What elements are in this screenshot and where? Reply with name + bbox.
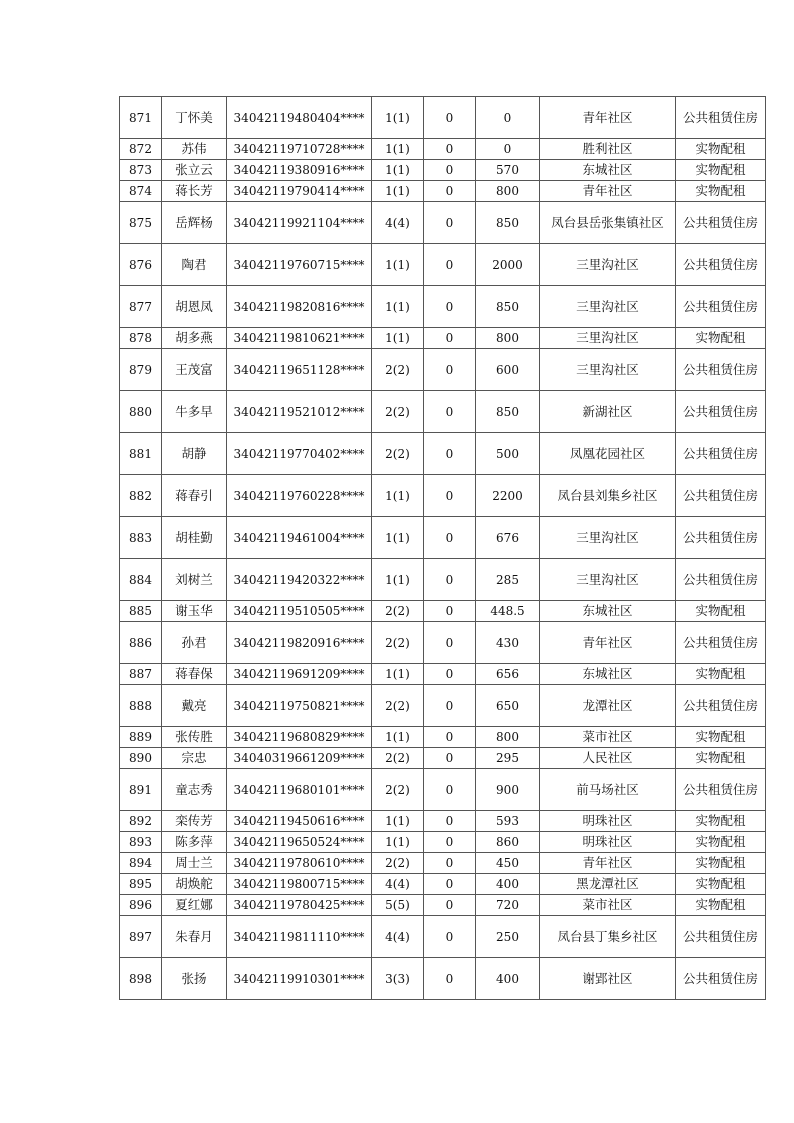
cell-id-number: 34042119790414**** [227, 181, 372, 202]
cell-column-6: 656 [476, 664, 540, 685]
cell-number: 877 [120, 286, 162, 328]
cell-number: 885 [120, 601, 162, 622]
table-row [120, 811, 766, 832]
cell-name: 周士兰 [162, 853, 227, 874]
cell-number: 873 [120, 160, 162, 181]
cell-community: 三里沟社区 [540, 559, 676, 601]
cell-column-6: 0 [476, 139, 540, 160]
cell-id-number: 34042119770402**** [227, 433, 372, 475]
cell-name: 牛多早 [162, 391, 227, 433]
cell-family-size: 1(1) [372, 811, 424, 832]
cell-id-number: 34042119820916**** [227, 622, 372, 664]
cell-id-number: 34042119710728**** [227, 139, 372, 160]
cell-column-5: 0 [424, 286, 476, 328]
cell-column-6: 650 [476, 685, 540, 727]
cell-column-5: 0 [424, 328, 476, 349]
cell-family-size: 2(2) [372, 748, 424, 769]
cell-name: 胡多燕 [162, 328, 227, 349]
cell-column-5: 0 [424, 391, 476, 433]
cell-id-number: 34042119921104**** [227, 202, 372, 244]
cell-column-5: 0 [424, 244, 476, 286]
cell-column-6: 593 [476, 811, 540, 832]
cell-column-6: 500 [476, 433, 540, 475]
cell-number: 896 [120, 895, 162, 916]
cell-housing-type: 实物配租 [676, 139, 766, 160]
cell-community: 凤台县岳张集镇社区 [540, 202, 676, 244]
cell-housing-type: 公共租赁住房 [676, 433, 766, 475]
cell-name: 刘树兰 [162, 559, 227, 601]
cell-id-number: 34042119461004**** [227, 517, 372, 559]
cell-column-5: 0 [424, 874, 476, 895]
cell-name: 孙君 [162, 622, 227, 664]
cell-name: 胡静 [162, 433, 227, 475]
cell-id-number: 34042119521012**** [227, 391, 372, 433]
table-row [120, 349, 766, 391]
table-row [120, 139, 766, 160]
cell-number: 886 [120, 622, 162, 664]
cell-housing-type: 公共租赁住房 [676, 475, 766, 517]
cell-column-6: 2200 [476, 475, 540, 517]
cell-housing-type: 实物配租 [676, 160, 766, 181]
cell-community: 青年社区 [540, 853, 676, 874]
cell-column-5: 0 [424, 622, 476, 664]
cell-id-number: 34042119820816**** [227, 286, 372, 328]
allocation-table [119, 96, 766, 1000]
cell-id-number: 34042119800715**** [227, 874, 372, 895]
cell-community: 青年社区 [540, 97, 676, 139]
table-row [120, 391, 766, 433]
cell-housing-type: 实物配租 [676, 853, 766, 874]
cell-column-5: 0 [424, 181, 476, 202]
cell-housing-type: 公共租赁住房 [676, 622, 766, 664]
table-row [120, 916, 766, 958]
cell-id-number: 34042119910301**** [227, 958, 372, 1000]
cell-name: 陈多萍 [162, 832, 227, 853]
cell-column-6: 400 [476, 958, 540, 1000]
cell-id-number: 34042119510505**** [227, 601, 372, 622]
cell-family-size: 1(1) [372, 244, 424, 286]
cell-family-size: 2(2) [372, 769, 424, 811]
cell-family-size: 1(1) [372, 328, 424, 349]
cell-family-size: 1(1) [372, 664, 424, 685]
cell-family-size: 2(2) [372, 622, 424, 664]
cell-column-6: 800 [476, 727, 540, 748]
cell-housing-type: 公共租赁住房 [676, 202, 766, 244]
cell-number: 888 [120, 685, 162, 727]
table-row [120, 622, 766, 664]
table-row [120, 286, 766, 328]
cell-family-size: 2(2) [372, 685, 424, 727]
table-row [120, 727, 766, 748]
cell-community: 胜利社区 [540, 139, 676, 160]
cell-column-5: 0 [424, 97, 476, 139]
cell-id-number: 34042119480404**** [227, 97, 372, 139]
cell-community: 菜市社区 [540, 895, 676, 916]
cell-number: 880 [120, 391, 162, 433]
cell-number: 887 [120, 664, 162, 685]
cell-column-5: 0 [424, 202, 476, 244]
cell-number: 890 [120, 748, 162, 769]
cell-name: 蒋长芳 [162, 181, 227, 202]
cell-number: 884 [120, 559, 162, 601]
cell-number: 882 [120, 475, 162, 517]
cell-id-number: 34042119811110**** [227, 916, 372, 958]
cell-housing-type: 公共租赁住房 [676, 286, 766, 328]
cell-column-5: 0 [424, 139, 476, 160]
cell-id-number: 34042119680101**** [227, 769, 372, 811]
cell-number: 898 [120, 958, 162, 1000]
table-row [120, 328, 766, 349]
cell-id-number: 34042119691209**** [227, 664, 372, 685]
cell-number: 891 [120, 769, 162, 811]
cell-family-size: 1(1) [372, 160, 424, 181]
cell-id-number: 34042119760228**** [227, 475, 372, 517]
cell-number: 876 [120, 244, 162, 286]
cell-family-size: 1(1) [372, 727, 424, 748]
cell-column-6: 250 [476, 916, 540, 958]
cell-name: 王茂富 [162, 349, 227, 391]
cell-column-6: 800 [476, 181, 540, 202]
cell-housing-type: 公共租赁住房 [676, 391, 766, 433]
cell-community: 前马场社区 [540, 769, 676, 811]
cell-column-6: 600 [476, 349, 540, 391]
cell-family-size: 2(2) [372, 391, 424, 433]
cell-id-number: 34042119650524**** [227, 832, 372, 853]
cell-column-6: 295 [476, 748, 540, 769]
cell-column-6: 720 [476, 895, 540, 916]
cell-number: 878 [120, 328, 162, 349]
table-row [120, 202, 766, 244]
cell-column-5: 0 [424, 160, 476, 181]
cell-column-6: 860 [476, 832, 540, 853]
cell-number: 881 [120, 433, 162, 475]
cell-column-6: 900 [476, 769, 540, 811]
table-row [120, 874, 766, 895]
cell-number: 883 [120, 517, 162, 559]
cell-id-number: 34042119651128**** [227, 349, 372, 391]
cell-community: 三里沟社区 [540, 286, 676, 328]
cell-column-5: 0 [424, 895, 476, 916]
cell-column-6: 285 [476, 559, 540, 601]
cell-community: 东城社区 [540, 601, 676, 622]
cell-id-number: 34040319661209**** [227, 748, 372, 769]
cell-housing-type: 公共租赁住房 [676, 97, 766, 139]
cell-family-size: 4(4) [372, 202, 424, 244]
cell-name: 蒋春保 [162, 664, 227, 685]
cell-name: 张传胜 [162, 727, 227, 748]
cell-family-size: 1(1) [372, 832, 424, 853]
cell-column-5: 0 [424, 685, 476, 727]
cell-family-size: 2(2) [372, 433, 424, 475]
cell-community: 黑龙潭社区 [540, 874, 676, 895]
cell-community: 东城社区 [540, 160, 676, 181]
cell-id-number: 34042119420322**** [227, 559, 372, 601]
cell-name: 张扬 [162, 958, 227, 1000]
cell-family-size: 1(1) [372, 181, 424, 202]
cell-name: 宗忠 [162, 748, 227, 769]
cell-column-5: 0 [424, 433, 476, 475]
cell-community: 青年社区 [540, 181, 676, 202]
cell-community: 菜市社区 [540, 727, 676, 748]
table-row [120, 832, 766, 853]
table-row [120, 769, 766, 811]
cell-column-5: 0 [424, 958, 476, 1000]
cell-column-5: 0 [424, 559, 476, 601]
cell-name: 戴亮 [162, 685, 227, 727]
cell-community: 人民社区 [540, 748, 676, 769]
cell-column-5: 0 [424, 517, 476, 559]
cell-housing-type: 公共租赁住房 [676, 958, 766, 1000]
cell-number: 893 [120, 832, 162, 853]
cell-housing-type: 实物配租 [676, 874, 766, 895]
cell-housing-type: 公共租赁住房 [676, 559, 766, 601]
cell-column-6: 850 [476, 286, 540, 328]
table-row [120, 517, 766, 559]
table-row [120, 685, 766, 727]
cell-family-size: 4(4) [372, 916, 424, 958]
cell-family-size: 3(3) [372, 958, 424, 1000]
cell-column-5: 0 [424, 916, 476, 958]
cell-housing-type: 实物配租 [676, 601, 766, 622]
cell-id-number: 34042119810621**** [227, 328, 372, 349]
cell-column-5: 0 [424, 748, 476, 769]
cell-housing-type: 实物配租 [676, 748, 766, 769]
cell-community: 三里沟社区 [540, 349, 676, 391]
cell-name: 栾传芳 [162, 811, 227, 832]
cell-name: 陶君 [162, 244, 227, 286]
cell-number: 889 [120, 727, 162, 748]
cell-community: 龙潭社区 [540, 685, 676, 727]
cell-column-6: 676 [476, 517, 540, 559]
cell-name: 丁怀美 [162, 97, 227, 139]
cell-column-6: 448.5 [476, 601, 540, 622]
cell-number: 879 [120, 349, 162, 391]
cell-name: 夏红娜 [162, 895, 227, 916]
cell-family-size: 1(1) [372, 286, 424, 328]
cell-column-5: 0 [424, 475, 476, 517]
cell-column-5: 0 [424, 349, 476, 391]
cell-name: 童志秀 [162, 769, 227, 811]
cell-name: 岳辉杨 [162, 202, 227, 244]
cell-column-5: 0 [424, 811, 476, 832]
cell-column-5: 0 [424, 664, 476, 685]
cell-housing-type: 实物配租 [676, 664, 766, 685]
cell-housing-type: 公共租赁住房 [676, 769, 766, 811]
cell-id-number: 34042119780610**** [227, 853, 372, 874]
cell-community: 凤台县刘集乡社区 [540, 475, 676, 517]
cell-id-number: 34042119760715**** [227, 244, 372, 286]
cell-family-size: 2(2) [372, 853, 424, 874]
cell-number: 875 [120, 202, 162, 244]
cell-community: 谢郢社区 [540, 958, 676, 1000]
table-row [120, 475, 766, 517]
cell-family-size: 5(5) [372, 895, 424, 916]
cell-column-5: 0 [424, 832, 476, 853]
cell-community: 明珠社区 [540, 832, 676, 853]
cell-housing-type: 实物配租 [676, 895, 766, 916]
cell-id-number: 34042119750821**** [227, 685, 372, 727]
cell-column-6: 850 [476, 202, 540, 244]
cell-family-size: 1(1) [372, 97, 424, 139]
table-row [120, 853, 766, 874]
cell-name: 苏伟 [162, 139, 227, 160]
cell-column-6: 2000 [476, 244, 540, 286]
cell-community: 凤凰花园社区 [540, 433, 676, 475]
cell-name: 胡恩凤 [162, 286, 227, 328]
table-row [120, 895, 766, 916]
cell-housing-type: 公共租赁住房 [676, 349, 766, 391]
cell-name: 胡桂勤 [162, 517, 227, 559]
cell-number: 872 [120, 139, 162, 160]
cell-id-number: 34042119680829**** [227, 727, 372, 748]
cell-number: 895 [120, 874, 162, 895]
cell-number: 894 [120, 853, 162, 874]
cell-family-size: 1(1) [372, 517, 424, 559]
cell-community: 凤台县丁集乡社区 [540, 916, 676, 958]
table-row [120, 664, 766, 685]
cell-community: 明珠社区 [540, 811, 676, 832]
table-row [120, 559, 766, 601]
cell-column-6: 430 [476, 622, 540, 664]
cell-community: 青年社区 [540, 622, 676, 664]
cell-id-number: 34042119450616**** [227, 811, 372, 832]
cell-housing-type: 实物配租 [676, 832, 766, 853]
cell-housing-type: 实物配租 [676, 727, 766, 748]
cell-column-5: 0 [424, 727, 476, 748]
table-row [120, 97, 766, 139]
cell-housing-type: 公共租赁住房 [676, 517, 766, 559]
cell-community: 三里沟社区 [540, 328, 676, 349]
cell-community: 新湖社区 [540, 391, 676, 433]
cell-housing-type: 公共租赁住房 [676, 244, 766, 286]
cell-community: 三里沟社区 [540, 244, 676, 286]
table-body [120, 97, 766, 1000]
cell-housing-type: 实物配租 [676, 811, 766, 832]
cell-family-size: 4(4) [372, 874, 424, 895]
table-row [120, 433, 766, 475]
cell-community: 三里沟社区 [540, 517, 676, 559]
cell-community: 东城社区 [540, 664, 676, 685]
table-row [120, 181, 766, 202]
cell-column-6: 450 [476, 853, 540, 874]
cell-family-size: 1(1) [372, 139, 424, 160]
cell-housing-type: 实物配租 [676, 328, 766, 349]
table-row [120, 244, 766, 286]
cell-number: 874 [120, 181, 162, 202]
cell-column-6: 800 [476, 328, 540, 349]
table-row [120, 160, 766, 181]
cell-number: 897 [120, 916, 162, 958]
cell-column-6: 570 [476, 160, 540, 181]
cell-family-size: 2(2) [372, 601, 424, 622]
table-row [120, 601, 766, 622]
cell-family-size: 2(2) [372, 349, 424, 391]
cell-number: 892 [120, 811, 162, 832]
cell-column-5: 0 [424, 769, 476, 811]
cell-column-5: 0 [424, 853, 476, 874]
cell-column-6: 400 [476, 874, 540, 895]
cell-family-size: 1(1) [372, 559, 424, 601]
cell-housing-type: 公共租赁住房 [676, 916, 766, 958]
cell-name: 张立云 [162, 160, 227, 181]
cell-number: 871 [120, 97, 162, 139]
cell-name: 朱春月 [162, 916, 227, 958]
cell-id-number: 34042119380916**** [227, 160, 372, 181]
table-row [120, 748, 766, 769]
cell-name: 胡焕舵 [162, 874, 227, 895]
cell-housing-type: 实物配租 [676, 181, 766, 202]
cell-column-6: 0 [476, 97, 540, 139]
cell-name: 谢玉华 [162, 601, 227, 622]
table-row [120, 958, 766, 1000]
cell-housing-type: 公共租赁住房 [676, 685, 766, 727]
cell-column-5: 0 [424, 601, 476, 622]
cell-family-size: 1(1) [372, 475, 424, 517]
cell-column-6: 850 [476, 391, 540, 433]
cell-name: 蒋春引 [162, 475, 227, 517]
cell-id-number: 34042119780425**** [227, 895, 372, 916]
